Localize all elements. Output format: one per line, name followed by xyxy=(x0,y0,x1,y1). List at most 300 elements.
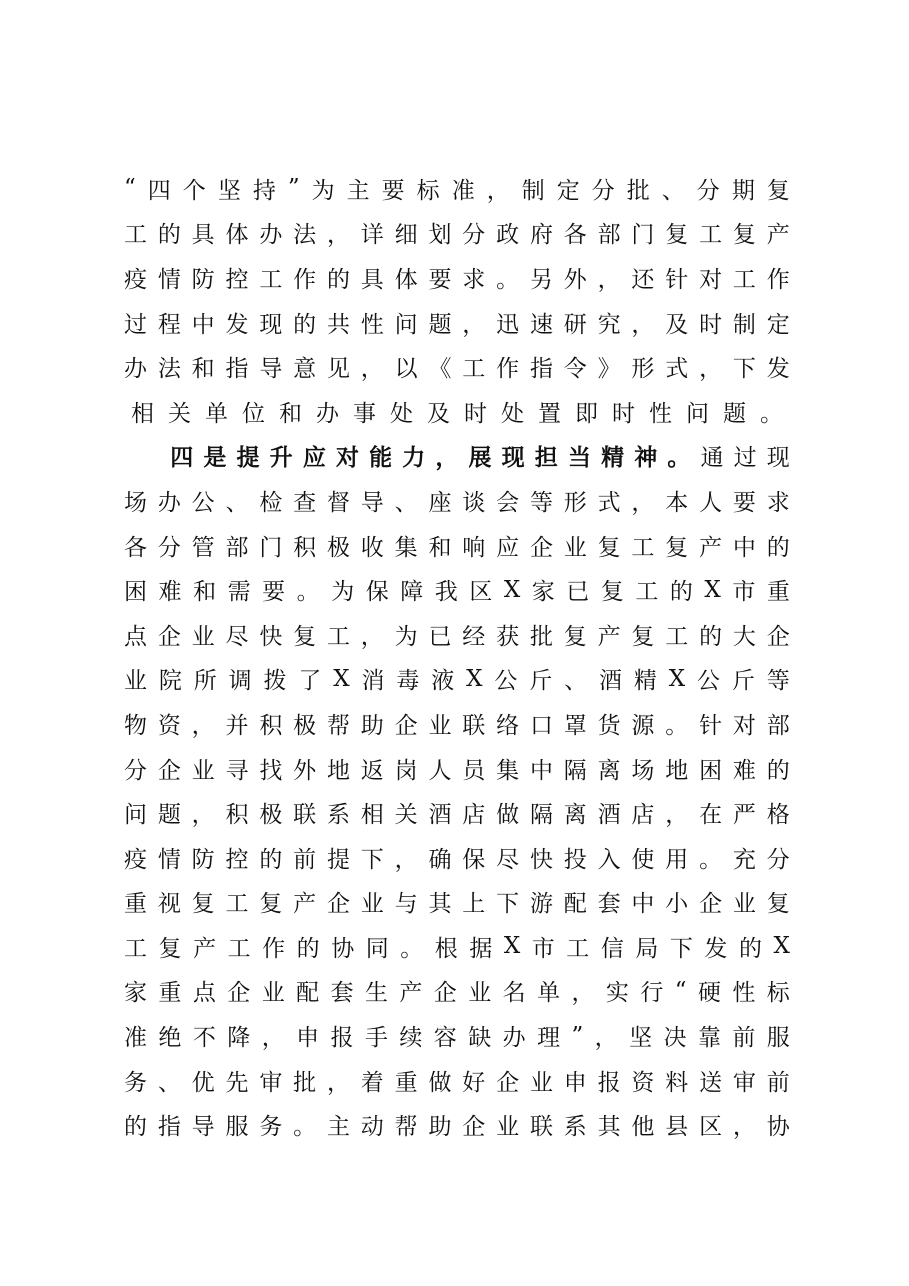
text-char: 他 xyxy=(631,1114,655,1141)
text-char: 问 xyxy=(686,400,709,427)
text-char: 协 xyxy=(331,935,355,962)
text-char: 地 xyxy=(665,757,689,784)
text-char: 程 xyxy=(157,311,181,338)
text-char: 控 xyxy=(225,266,249,293)
text-char: 寻 xyxy=(225,757,249,784)
text-char: 政 xyxy=(496,222,520,249)
text-char: 、 xyxy=(564,668,588,695)
text-char: 市 xyxy=(732,579,756,606)
text-char: 离 xyxy=(597,757,621,784)
text-char: 其 xyxy=(597,1114,621,1141)
text-char: 下 xyxy=(669,935,693,962)
text-char: ， xyxy=(394,846,418,873)
text-char: 积 xyxy=(259,712,283,739)
text-char: 外 xyxy=(293,757,317,784)
text-char: 企 xyxy=(157,757,181,784)
text-char: 的 xyxy=(296,935,320,962)
text-char: 消 xyxy=(361,668,385,695)
text-char: 企 xyxy=(394,712,418,739)
text-char: 作 xyxy=(262,935,286,962)
text-char: 防 xyxy=(191,266,215,293)
text-char: 家 xyxy=(124,980,147,1007)
text-char: 送 xyxy=(699,1069,723,1096)
text-char: 同 xyxy=(365,935,389,962)
text-char: 担 xyxy=(534,444,558,472)
text-char: 斤 xyxy=(529,668,553,695)
text-char: 性 xyxy=(360,311,384,338)
text-char: 式 xyxy=(597,489,621,516)
text-char: 精 xyxy=(633,668,657,695)
text-char: 着 xyxy=(360,1069,384,1096)
text-char: 产 xyxy=(699,534,723,561)
text-char: 及 xyxy=(665,311,689,338)
text-char: 关 xyxy=(394,802,418,829)
text-char: ， xyxy=(571,980,595,1007)
text-line xyxy=(124,389,790,434)
text-char: 县 xyxy=(665,1114,689,1141)
text-char: 应 xyxy=(496,534,520,561)
text-char: 展 xyxy=(468,444,492,472)
text-char: 酒 xyxy=(597,802,621,829)
text-char: 。 xyxy=(760,400,783,427)
text-char: 各 xyxy=(563,222,587,249)
text-char: 个 xyxy=(182,177,206,204)
text-char: 企 xyxy=(496,1069,520,1096)
text-char: 要 xyxy=(428,266,452,293)
text-char: 复 xyxy=(191,891,215,918)
text-char: 还 xyxy=(631,266,655,293)
text-char: 标 xyxy=(416,177,440,204)
text-char: 动 xyxy=(360,1114,384,1141)
text-char: 绝 xyxy=(158,1025,182,1052)
text-char: 产 xyxy=(766,222,790,249)
text-char: 员 xyxy=(462,757,486,784)
text-char: 上 xyxy=(462,891,486,918)
text-char: 罩 xyxy=(563,712,587,739)
text-char: 务 xyxy=(124,1069,147,1096)
text-char: 积 xyxy=(293,534,317,561)
text-char: 容 xyxy=(433,1025,457,1052)
text-char: 所 xyxy=(193,668,217,695)
text-char: 复 xyxy=(766,177,790,204)
text-char: 严 xyxy=(732,802,756,829)
text-char: 联 xyxy=(529,1114,553,1141)
text-char: 联 xyxy=(293,802,317,829)
text-char: 复 xyxy=(600,579,624,606)
text-char: 指 xyxy=(157,1114,181,1141)
text-char: 快 xyxy=(529,846,553,873)
text-char: 神 xyxy=(634,444,658,472)
text-char: 工 xyxy=(259,266,283,293)
text-char: ， xyxy=(191,802,215,829)
text-char: 导 xyxy=(259,356,283,383)
text-char: 位 xyxy=(242,400,265,427)
text-char: 题 xyxy=(428,311,452,338)
text-char: 业 xyxy=(563,534,587,561)
text-char: 企 xyxy=(227,980,251,1007)
text-char: X xyxy=(704,576,721,603)
text-char: 应 xyxy=(302,444,326,472)
text-char: 形 xyxy=(631,356,655,383)
text-line xyxy=(124,211,790,256)
text-line xyxy=(124,523,790,568)
text-char: 导 xyxy=(191,1114,215,1141)
text-char: 性 xyxy=(649,400,672,427)
text-char: 并 xyxy=(225,712,249,739)
text-line xyxy=(124,880,790,925)
text-char: ， xyxy=(631,311,655,338)
text-char: 极 xyxy=(326,534,350,561)
text-char: 找 xyxy=(259,757,283,784)
text-char: 据 xyxy=(469,935,493,962)
text-char: 持 xyxy=(252,177,276,204)
text-char: 集 xyxy=(496,757,520,784)
text-char: 提 xyxy=(326,846,350,873)
text-char: 对 xyxy=(732,712,756,739)
text-char: 的 xyxy=(124,1114,147,1141)
text-char: 、 xyxy=(394,489,418,516)
text-char: 套 xyxy=(597,891,621,918)
text-char: 报 xyxy=(330,1025,354,1052)
text-char: 好 xyxy=(462,1069,486,1096)
text-char: 分 xyxy=(766,846,790,873)
text-char: 下 xyxy=(496,891,520,918)
text-char: 本 xyxy=(665,489,689,516)
text-char: 部 xyxy=(597,222,621,249)
text-char: 题 xyxy=(723,400,746,427)
text-char: 法 xyxy=(157,356,181,383)
text-char: 生 xyxy=(364,980,388,1007)
text-char: 保 xyxy=(462,846,486,873)
text-char: 的 xyxy=(326,266,350,293)
text-line xyxy=(124,1102,790,1147)
text-char: 我 xyxy=(434,579,458,606)
text-char: 岗 xyxy=(394,757,418,784)
text-char: 情 xyxy=(157,266,181,293)
text-char: 现 xyxy=(259,311,283,338)
text-char: 要 xyxy=(381,177,405,204)
text-char: 收 xyxy=(360,534,384,561)
text-char: 能 xyxy=(369,444,393,472)
text-char: 店 xyxy=(631,802,655,829)
text-char: 难 xyxy=(732,757,756,784)
text-char: 以 xyxy=(394,356,418,383)
text-char: 单 xyxy=(205,400,228,427)
text-char: 酒 xyxy=(428,802,452,829)
text-char: 标 xyxy=(766,980,790,1007)
text-char: 办 xyxy=(157,489,181,516)
text-char: 手 xyxy=(364,1025,388,1052)
text-char: 工 xyxy=(635,579,659,606)
text-char: X xyxy=(668,665,686,692)
text-char: 了 xyxy=(298,668,322,695)
text-char: 办 xyxy=(259,222,283,249)
text-char: 等 xyxy=(529,489,553,516)
text-char: 四 xyxy=(170,444,194,472)
document-body xyxy=(124,166,790,1147)
text-char: 门 xyxy=(631,222,655,249)
text-char: 已 xyxy=(566,579,590,606)
text-char: 速 xyxy=(529,311,553,338)
text-char: 市 xyxy=(531,935,555,962)
text-char: 业 xyxy=(529,1069,553,1096)
text-char: 业 xyxy=(496,1114,520,1141)
text-char: 定 xyxy=(766,311,790,338)
text-char: 查 xyxy=(293,489,317,516)
text-char: ， xyxy=(326,222,350,249)
text-char: 求 xyxy=(766,489,790,516)
text-char: 络 xyxy=(496,712,520,739)
text-char: “ xyxy=(124,175,136,202)
text-char: 店 xyxy=(462,802,486,829)
text-char: 现 xyxy=(501,444,525,472)
text-char: 快 xyxy=(259,623,283,650)
text-char: 重 xyxy=(158,980,182,1007)
text-char: 业 xyxy=(732,891,756,918)
text-char: ， xyxy=(360,356,384,383)
text-char: 视 xyxy=(157,891,181,918)
text-char: 相 xyxy=(131,400,154,427)
text-char: 和 xyxy=(428,534,452,561)
text-char: 降 xyxy=(227,1025,251,1052)
text-char: 工 xyxy=(227,935,251,962)
text-char: 响 xyxy=(462,534,486,561)
text-char: ” xyxy=(287,175,300,202)
text-char: 工 xyxy=(124,935,147,962)
text-char: 工 xyxy=(124,222,147,249)
text-char: 作 xyxy=(766,266,790,293)
text-char: 业 xyxy=(428,712,452,739)
text-char: 求 xyxy=(462,266,486,293)
text-char: 。 xyxy=(296,579,320,606)
text-char: 指 xyxy=(225,356,249,383)
text-char: 障 xyxy=(400,579,424,606)
text-char: 批 xyxy=(293,1069,317,1096)
text-char: 通 xyxy=(700,445,724,472)
text-char: 疫 xyxy=(124,266,147,293)
text-char: 困 xyxy=(699,757,723,784)
text-char: 过 xyxy=(124,311,147,338)
text-char: 批 xyxy=(626,177,650,204)
text-char: 与 xyxy=(394,891,418,918)
text-char: 。 xyxy=(400,935,424,962)
text-line xyxy=(124,746,790,791)
text-char: 投 xyxy=(563,846,587,873)
text-char: 缺 xyxy=(468,1025,492,1052)
text-char: 复 xyxy=(597,534,621,561)
text-line xyxy=(124,166,790,211)
text-char: 准 xyxy=(451,177,475,204)
text-char: 的 xyxy=(766,534,790,561)
text-char: 系 xyxy=(326,802,350,829)
text-char: 做 xyxy=(496,802,520,829)
text-char: 企 xyxy=(529,534,553,561)
text-char: 前 xyxy=(293,846,317,873)
text-char: 复 xyxy=(732,222,756,249)
text-char: 管 xyxy=(191,534,215,561)
text-char: 见 xyxy=(326,356,350,383)
text-char: 公 xyxy=(697,668,720,695)
text-char: 是 xyxy=(203,444,227,472)
text-char: 尽 xyxy=(225,623,249,650)
text-char: 体 xyxy=(225,222,249,249)
text-char: 具 xyxy=(191,222,215,249)
text-char: 下 xyxy=(732,356,756,383)
text-char: 单 xyxy=(537,980,561,1007)
text-char: 检 xyxy=(259,489,283,516)
text-char: 积 xyxy=(225,802,249,829)
text-char: ， xyxy=(699,356,723,383)
text-char: 确 xyxy=(428,846,452,873)
text-char: 申 xyxy=(563,1069,587,1096)
text-char: 置 xyxy=(538,400,561,427)
text-char: 尽 xyxy=(496,846,520,873)
text-char: 分 xyxy=(696,177,720,204)
text-char: 前 xyxy=(766,1069,790,1096)
text-char: 人 xyxy=(428,757,452,784)
text-char: 中 xyxy=(631,891,655,918)
text-char: 返 xyxy=(360,757,384,784)
text-char: ， xyxy=(261,1025,285,1052)
text-char: 重 xyxy=(394,1069,418,1096)
text-char: 复 xyxy=(293,623,317,650)
text-char: 形 xyxy=(563,489,587,516)
text-char: 业 xyxy=(261,980,285,1007)
text-char: 优 xyxy=(191,1069,215,1096)
text-char: 办 xyxy=(124,356,147,383)
text-char: 的 xyxy=(669,579,693,606)
text-char: ， xyxy=(631,489,655,516)
text-char: 企 xyxy=(433,980,457,1007)
text-char: 及 xyxy=(427,400,450,427)
text-char: 申 xyxy=(296,1025,320,1052)
text-char: 作 xyxy=(496,356,520,383)
text-char: 《 xyxy=(428,356,452,383)
text-line xyxy=(124,255,790,300)
text-char: 、 xyxy=(157,1069,181,1096)
text-char: 根 xyxy=(434,935,458,962)
text-char: 期 xyxy=(731,177,755,204)
text-char: 配 xyxy=(563,891,587,918)
text-char: 口 xyxy=(529,712,553,739)
text-char: 。 xyxy=(665,712,689,739)
text-char: 要 xyxy=(732,489,756,516)
text-char: 工 xyxy=(225,891,249,918)
text-char: 配 xyxy=(296,980,320,1007)
text-char: 场 xyxy=(124,489,147,516)
text-char: 大 xyxy=(732,623,756,650)
text-char: 针 xyxy=(665,266,689,293)
text-char: 题 xyxy=(157,802,181,829)
text-char: 性 xyxy=(732,980,756,1007)
text-char: 时 xyxy=(464,400,487,427)
text-char: 四 xyxy=(147,177,171,204)
text-char: ， xyxy=(191,712,215,739)
text-char: 。 xyxy=(293,1114,317,1141)
text-char: 其 xyxy=(428,891,452,918)
text-char: 游 xyxy=(529,891,553,918)
text-char: 当 xyxy=(567,444,591,472)
text-char: 公 xyxy=(494,668,518,695)
text-char: 离 xyxy=(563,802,587,829)
text-char: 家 xyxy=(531,579,555,606)
text-char: 困 xyxy=(124,579,147,606)
text-char: 批 xyxy=(529,623,553,650)
text-char: 问 xyxy=(394,311,418,338)
text-char: 务 xyxy=(259,1114,283,1141)
text-char: 防 xyxy=(191,846,215,873)
text-char: 物 xyxy=(124,712,147,739)
text-char: 业 xyxy=(468,980,492,1007)
text-char: 格 xyxy=(766,802,790,829)
text-char: 座 xyxy=(428,489,452,516)
text-char: 业 xyxy=(191,757,215,784)
text-char: 升 xyxy=(269,444,293,472)
text-char: 力 xyxy=(402,444,426,472)
text-line xyxy=(124,657,790,702)
text-char: 共 xyxy=(326,311,350,338)
text-char: 会 xyxy=(496,489,520,516)
text-char: 重 xyxy=(766,579,790,606)
text-char: 提 xyxy=(236,444,260,472)
text-char: 主 xyxy=(326,1114,350,1141)
text-char: 审 xyxy=(732,1069,756,1096)
text-char: 意 xyxy=(293,356,317,383)
text-char: 发 xyxy=(225,311,249,338)
text-char: “ xyxy=(674,977,687,1004)
text-char: 企 xyxy=(462,1114,486,1141)
text-char: 相 xyxy=(360,802,384,829)
text-char: 令 xyxy=(563,356,587,383)
text-char: 即 xyxy=(575,400,598,427)
text-char: 准 xyxy=(124,1025,147,1052)
text-char: 工 xyxy=(631,534,655,561)
text-char: 情 xyxy=(157,846,181,873)
text-char: 助 xyxy=(360,712,384,739)
text-char: 信 xyxy=(600,935,624,962)
text-char: 导 xyxy=(360,489,384,516)
text-line xyxy=(124,1058,790,1103)
text-char: 先 xyxy=(225,1069,249,1096)
text-char: 不 xyxy=(192,1025,216,1052)
text-char: 使 xyxy=(631,846,655,873)
text-char: 充 xyxy=(732,846,756,873)
text-char: 资 xyxy=(157,712,181,739)
text-line xyxy=(124,835,790,880)
text-line xyxy=(124,924,790,969)
text-char: 场 xyxy=(631,757,655,784)
text-char: 复 xyxy=(766,891,790,918)
text-char: 分 xyxy=(124,757,147,784)
text-char: 企 xyxy=(157,623,181,650)
text-char: 中 xyxy=(529,757,553,784)
text-char: 制 xyxy=(521,177,545,204)
text-char: 极 xyxy=(259,802,283,829)
text-char: 复 xyxy=(259,891,283,918)
text-char: 复 xyxy=(563,623,587,650)
text-char: 问 xyxy=(124,802,147,829)
text-char: X xyxy=(466,665,483,692)
text-char: 难 xyxy=(158,579,182,606)
text-char: 前 xyxy=(732,1025,756,1052)
text-char: 工 xyxy=(326,623,350,650)
paragraph-heading-line xyxy=(124,434,790,479)
text-char: 审 xyxy=(259,1069,283,1096)
text-char: 中 xyxy=(732,534,756,561)
text-char: 对 xyxy=(699,266,723,293)
text-char: 主 xyxy=(346,177,370,204)
text-char: 坚 xyxy=(629,1025,653,1052)
